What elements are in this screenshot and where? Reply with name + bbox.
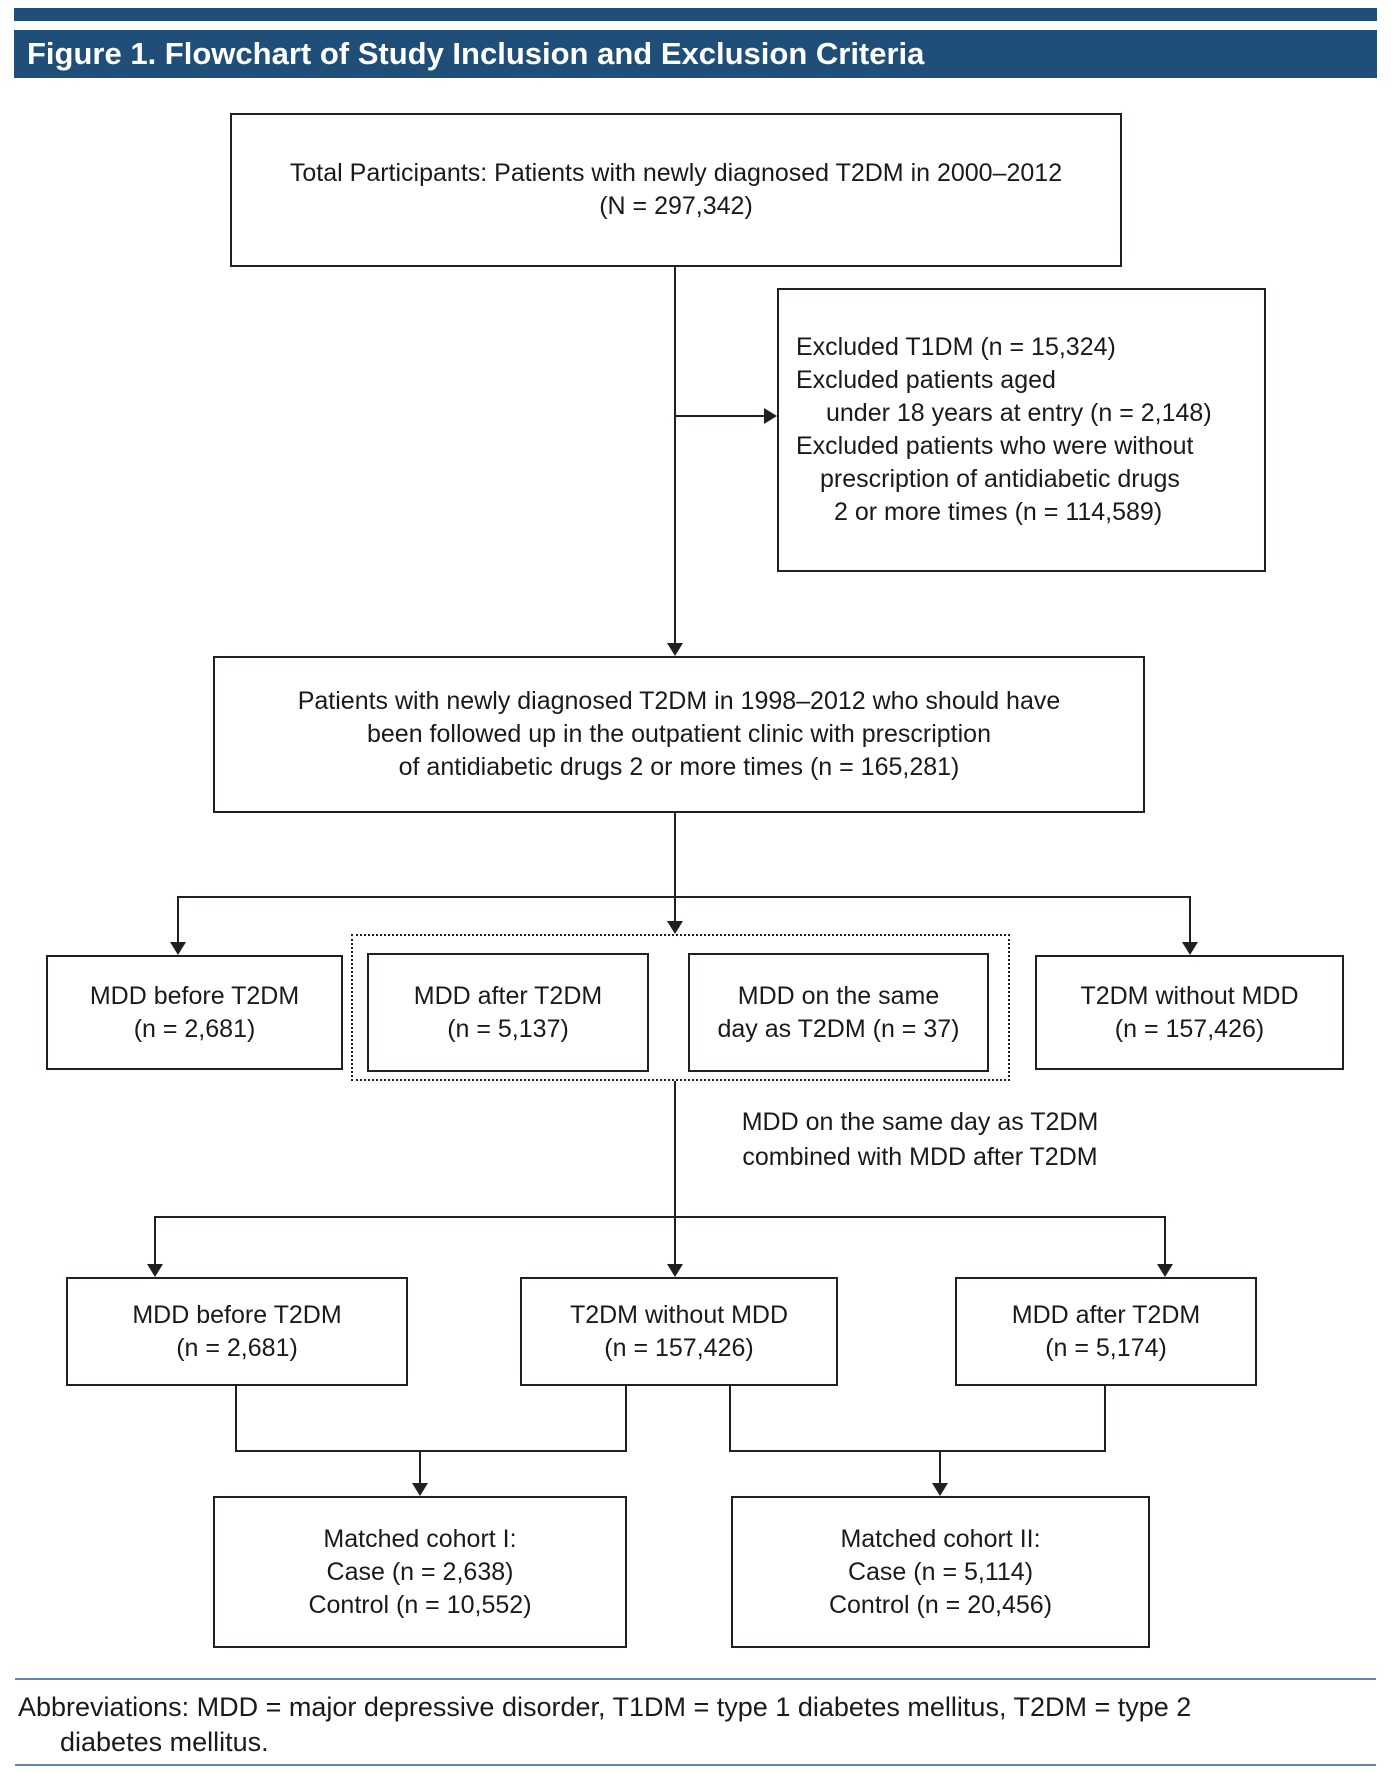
- box-text-line: Total Participants: Patients with newly diagnosed T2DM in 2000–2012: [289, 159, 1063, 187]
- box-exclusions: [777, 288, 1266, 572]
- note-text-line: combined with MDD after T2DM: [742, 1142, 1098, 1171]
- box-text-line: (n = 2,681): [133, 1014, 256, 1043]
- box-mdd-same-day: [688, 953, 989, 1072]
- arrow-right-icon: [764, 408, 777, 424]
- box-total-participants: [230, 113, 1122, 267]
- box-text-line: Case (n = 5,114): [847, 1557, 1034, 1586]
- connector-vertical: [674, 1081, 676, 1218]
- figure-title-bar: [14, 30, 1377, 78]
- abbreviations-line: Abbreviations: MDD = major depressive disorder, T1DM = type 1 diabetes mellitus, T2DM = type 2: [18, 1692, 1192, 1722]
- note-text-line: MDD on the same day as T2DM: [741, 1108, 1099, 1136]
- connector-vertical: [419, 1452, 421, 1483]
- arrow-down-icon: [1182, 942, 1198, 955]
- footer-rule: [15, 1764, 1376, 1766]
- arrow-down-icon: [412, 1483, 428, 1496]
- box-matched-cohort-1: [213, 1496, 627, 1648]
- box-followed-up: [213, 656, 1145, 813]
- box-text-line: 2 or more times (n = 114,589): [834, 498, 1163, 526]
- box-text-line: prescription of antidiabetic drugs: [820, 465, 1180, 493]
- box-text-line: T2DM without MDD: [1080, 981, 1299, 1010]
- box-matched-cohort-2: [731, 1496, 1150, 1648]
- arrow-down-icon: [667, 921, 683, 934]
- box-text-line: MDD before T2DM: [132, 1300, 342, 1329]
- box-text-line: Excluded patients aged: [796, 366, 1056, 394]
- box-text-line: (n = 157,426): [1114, 1014, 1265, 1043]
- box-text-line: Control (n = 10,552): [308, 1590, 532, 1619]
- box-text-line: (n = 5,137): [447, 1014, 569, 1043]
- arrow-down-icon: [147, 1264, 163, 1277]
- box-text-line: Matched cohort I:: [323, 1524, 517, 1553]
- connector-horizontal: [675, 415, 764, 417]
- box-text-line: been followed up in the outpatient clinic with prescription: [367, 720, 991, 748]
- box-mdd-before-t2dm-2: [66, 1277, 408, 1386]
- box-text-line: Excluded patients who were without: [796, 432, 1194, 460]
- box-text-line: (n = 2,681): [176, 1333, 298, 1362]
- box-mdd-after-t2dm-2: [955, 1277, 1257, 1386]
- box-text-line: MDD on the same: [737, 981, 940, 1010]
- box-t2dm-without-mdd-2: [520, 1277, 838, 1386]
- connector-vertical: [154, 1218, 156, 1264]
- abbreviations-line: diabetes mellitus.: [60, 1727, 269, 1758]
- box-mdd-after-t2dm-1: [367, 953, 649, 1072]
- connector-vertical: [729, 1386, 731, 1452]
- box-text-line: MDD after T2DM: [1011, 1300, 1201, 1329]
- box-text-line: Case (n = 2,638): [326, 1557, 514, 1586]
- box-t2dm-without-mdd-1: [1035, 955, 1344, 1070]
- figure-title: Figure 1. Flowchart of Study Inclusion and Exclusion Criteria: [27, 36, 925, 71]
- arrow-down-icon: [667, 1264, 683, 1277]
- connector-vertical: [674, 1218, 676, 1264]
- box-text-line: MDD after T2DM: [413, 981, 603, 1010]
- connector-vertical: [939, 1452, 941, 1483]
- arrow-down-icon: [1157, 1264, 1173, 1277]
- connector-horizontal: [235, 1450, 627, 1452]
- box-text-line: (n = 157,426): [604, 1333, 754, 1362]
- box-text-line: of antidiabetic drugs 2 or more times (n = 165,281): [398, 753, 960, 781]
- box-mdd-before-t2dm-1: [46, 955, 343, 1070]
- connector-vertical: [1189, 898, 1191, 942]
- arrow-down-icon: [170, 942, 186, 955]
- header-accent-rule: [14, 8, 1377, 21]
- box-text-line: MDD before T2DM: [89, 981, 300, 1010]
- abbreviations-text: [18, 1690, 1376, 1760]
- box-text-line: day as T2DM (n = 37): [717, 1014, 960, 1043]
- arrow-down-icon: [932, 1483, 948, 1496]
- connector-vertical: [235, 1386, 237, 1452]
- connector-vertical: [1104, 1386, 1106, 1452]
- box-text-line: (n = 5,174): [1045, 1333, 1167, 1362]
- connector-vertical: [674, 813, 676, 898]
- connector-horizontal: [154, 1216, 1166, 1218]
- connector-vertical: [1164, 1218, 1166, 1264]
- footer-rule: [15, 1678, 1376, 1680]
- box-text-line: (N = 297,342): [599, 192, 753, 220]
- connector-vertical: [674, 898, 676, 921]
- connector-horizontal: [177, 896, 1191, 898]
- box-text-line: Control (n = 20,456): [828, 1590, 1053, 1619]
- box-text-line: T2DM without MDD: [569, 1300, 789, 1329]
- connector-horizontal: [729, 1450, 1106, 1452]
- box-text-line: Excluded T1DM (n = 15,324): [796, 333, 1116, 361]
- box-text-line: Matched cohort II:: [840, 1524, 1041, 1553]
- box-text-line: Patients with newly diagnosed T2DM in 1998–2012 who should have: [297, 687, 1061, 715]
- arrow-down-icon: [667, 643, 683, 656]
- connector-vertical: [177, 898, 179, 942]
- connector-vertical: [674, 267, 676, 643]
- note-combined: [700, 1105, 1140, 1174]
- box-text-line: under 18 years at entry (n = 2,148): [826, 399, 1212, 427]
- connector-vertical: [625, 1386, 627, 1452]
